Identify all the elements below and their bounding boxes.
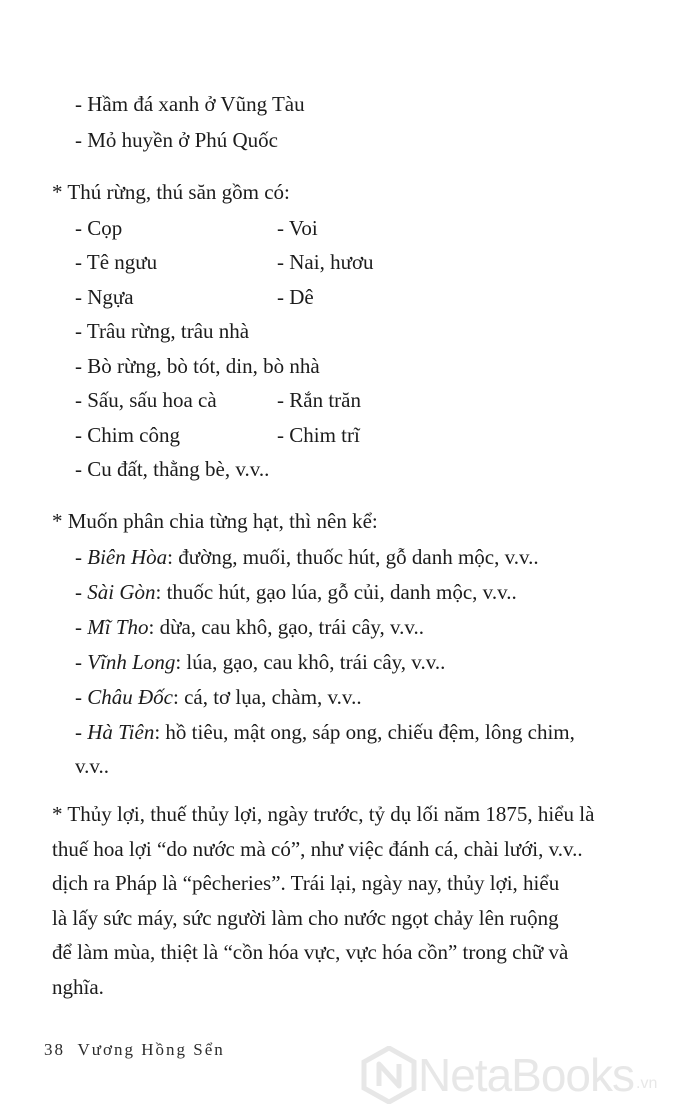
list-item: - Vĩnh Long: lúa, gạo, cau khô, trái cây, v.v.. — [75, 650, 446, 674]
list-item: - Biên Hòa: đường, muối, thuốc hút, gỗ danh mộc, v.v.. — [75, 545, 539, 569]
netabooks-logo-icon — [360, 1046, 418, 1104]
paragraph-line: * Thủy lợi, thuế thủy lợi, ngày trước, tỷ dụ lối năm 1875, hiểu là — [52, 802, 595, 826]
author-name: Vương Hồng Sển — [77, 1040, 225, 1059]
list-item: - Châu Đốc: cá, tơ lụa, chàm, v.v.. — [75, 685, 362, 709]
region-name: Châu Đốc — [87, 685, 173, 709]
list-item: - Cu đất, thằng bè, v.v.. — [75, 457, 270, 481]
list-item: - Rắn trăn — [277, 388, 361, 412]
list-item: - Hà Tiên: hồ tiêu, mật ong, sáp ong, chiếu đệm, lông chim, — [75, 720, 575, 744]
list-item: - Voi — [277, 216, 318, 240]
list-item: - Nai, hươu — [277, 250, 374, 274]
region-products: : dừa, cau khô, gạo, trái cây, v.v.. — [148, 615, 425, 639]
list-item: - Bò rừng, bò tót, din, bò nhà — [75, 354, 320, 378]
page-number: 38 — [44, 1040, 65, 1059]
list-item: - Dê — [277, 285, 314, 309]
region-name: Sài Gòn — [87, 580, 156, 604]
region-name: Mĩ Tho — [87, 615, 149, 639]
region-products: : hồ tiêu, mật ong, sáp ong, chiếu đệm, lông chim, — [154, 720, 575, 744]
paragraph-line: nghĩa. — [52, 974, 104, 999]
region-name: Hà Tiên — [87, 720, 155, 744]
paragraph-line: là lấy sức máy, sức người làm cho nước ngọt chảy lên ruộng — [52, 905, 559, 930]
list-item: - Sài Gòn: thuốc hút, gạo lúa, gỗ củi, danh mộc, v.v.. — [75, 580, 517, 604]
paragraph-line: thuế hoa lợi “do nước mà có”, như việc đánh cá, chài lưới, v.v.. — [52, 836, 583, 861]
list-item: - Hầm đá xanh ở Vũng Tàu — [75, 92, 305, 116]
list-item: - Chim trĩ — [277, 423, 360, 447]
section-heading: * Thú rừng, thú săn gồm có: — [52, 180, 290, 204]
list-item: - Cọp — [75, 216, 123, 240]
paragraph-line: dịch ra Pháp là “pêcheries”. Trái lại, ngày nay, thủy lợi, hiểu — [52, 871, 560, 895]
region-products: : thuốc hút, gạo lúa, gỗ củi, danh mộc, v.v.. — [155, 580, 517, 604]
list-item-continuation: v.v.. — [75, 754, 110, 778]
page-footer — [44, 1040, 225, 1060]
watermark-suffix: .vn — [636, 1075, 658, 1092]
region-products: : lúa, gạo, cau khô, trái cây, v.v.. — [175, 650, 446, 674]
list-item: - Tê ngưu — [75, 250, 158, 274]
region-products: : đường, muối, thuốc hút, gỗ danh mộc, v.v.. — [167, 545, 539, 569]
region-name: Biên Hòa — [87, 545, 168, 569]
region-name: Vĩnh Long — [87, 650, 176, 674]
section-heading: * Muốn phân chia từng hạt, thì nên kể: — [52, 509, 378, 533]
watermark-text: NetaBooks — [418, 1049, 635, 1101]
paragraph — [52, 797, 674, 1004]
region-products: : cá, tơ lụa, chàm, v.v.. — [173, 685, 362, 709]
list-item: - Chim công — [75, 423, 180, 447]
list-item: - Ngựa — [75, 285, 134, 309]
list-item: - Sấu, sấu hoa cà — [75, 388, 217, 412]
list-item: - Trâu rừng, trâu nhà — [75, 319, 250, 343]
list-item: - Mĩ Tho: dừa, cau khô, gạo, trái cây, v.v.. — [75, 615, 425, 639]
paragraph-line: để làm mùa, thiệt là “cồn hóa vực, vực hóa cồn” trong chữ và — [52, 940, 569, 964]
list-item: - Mỏ huyền ở Phú Quốc — [75, 128, 279, 152]
watermark — [360, 1046, 657, 1104]
